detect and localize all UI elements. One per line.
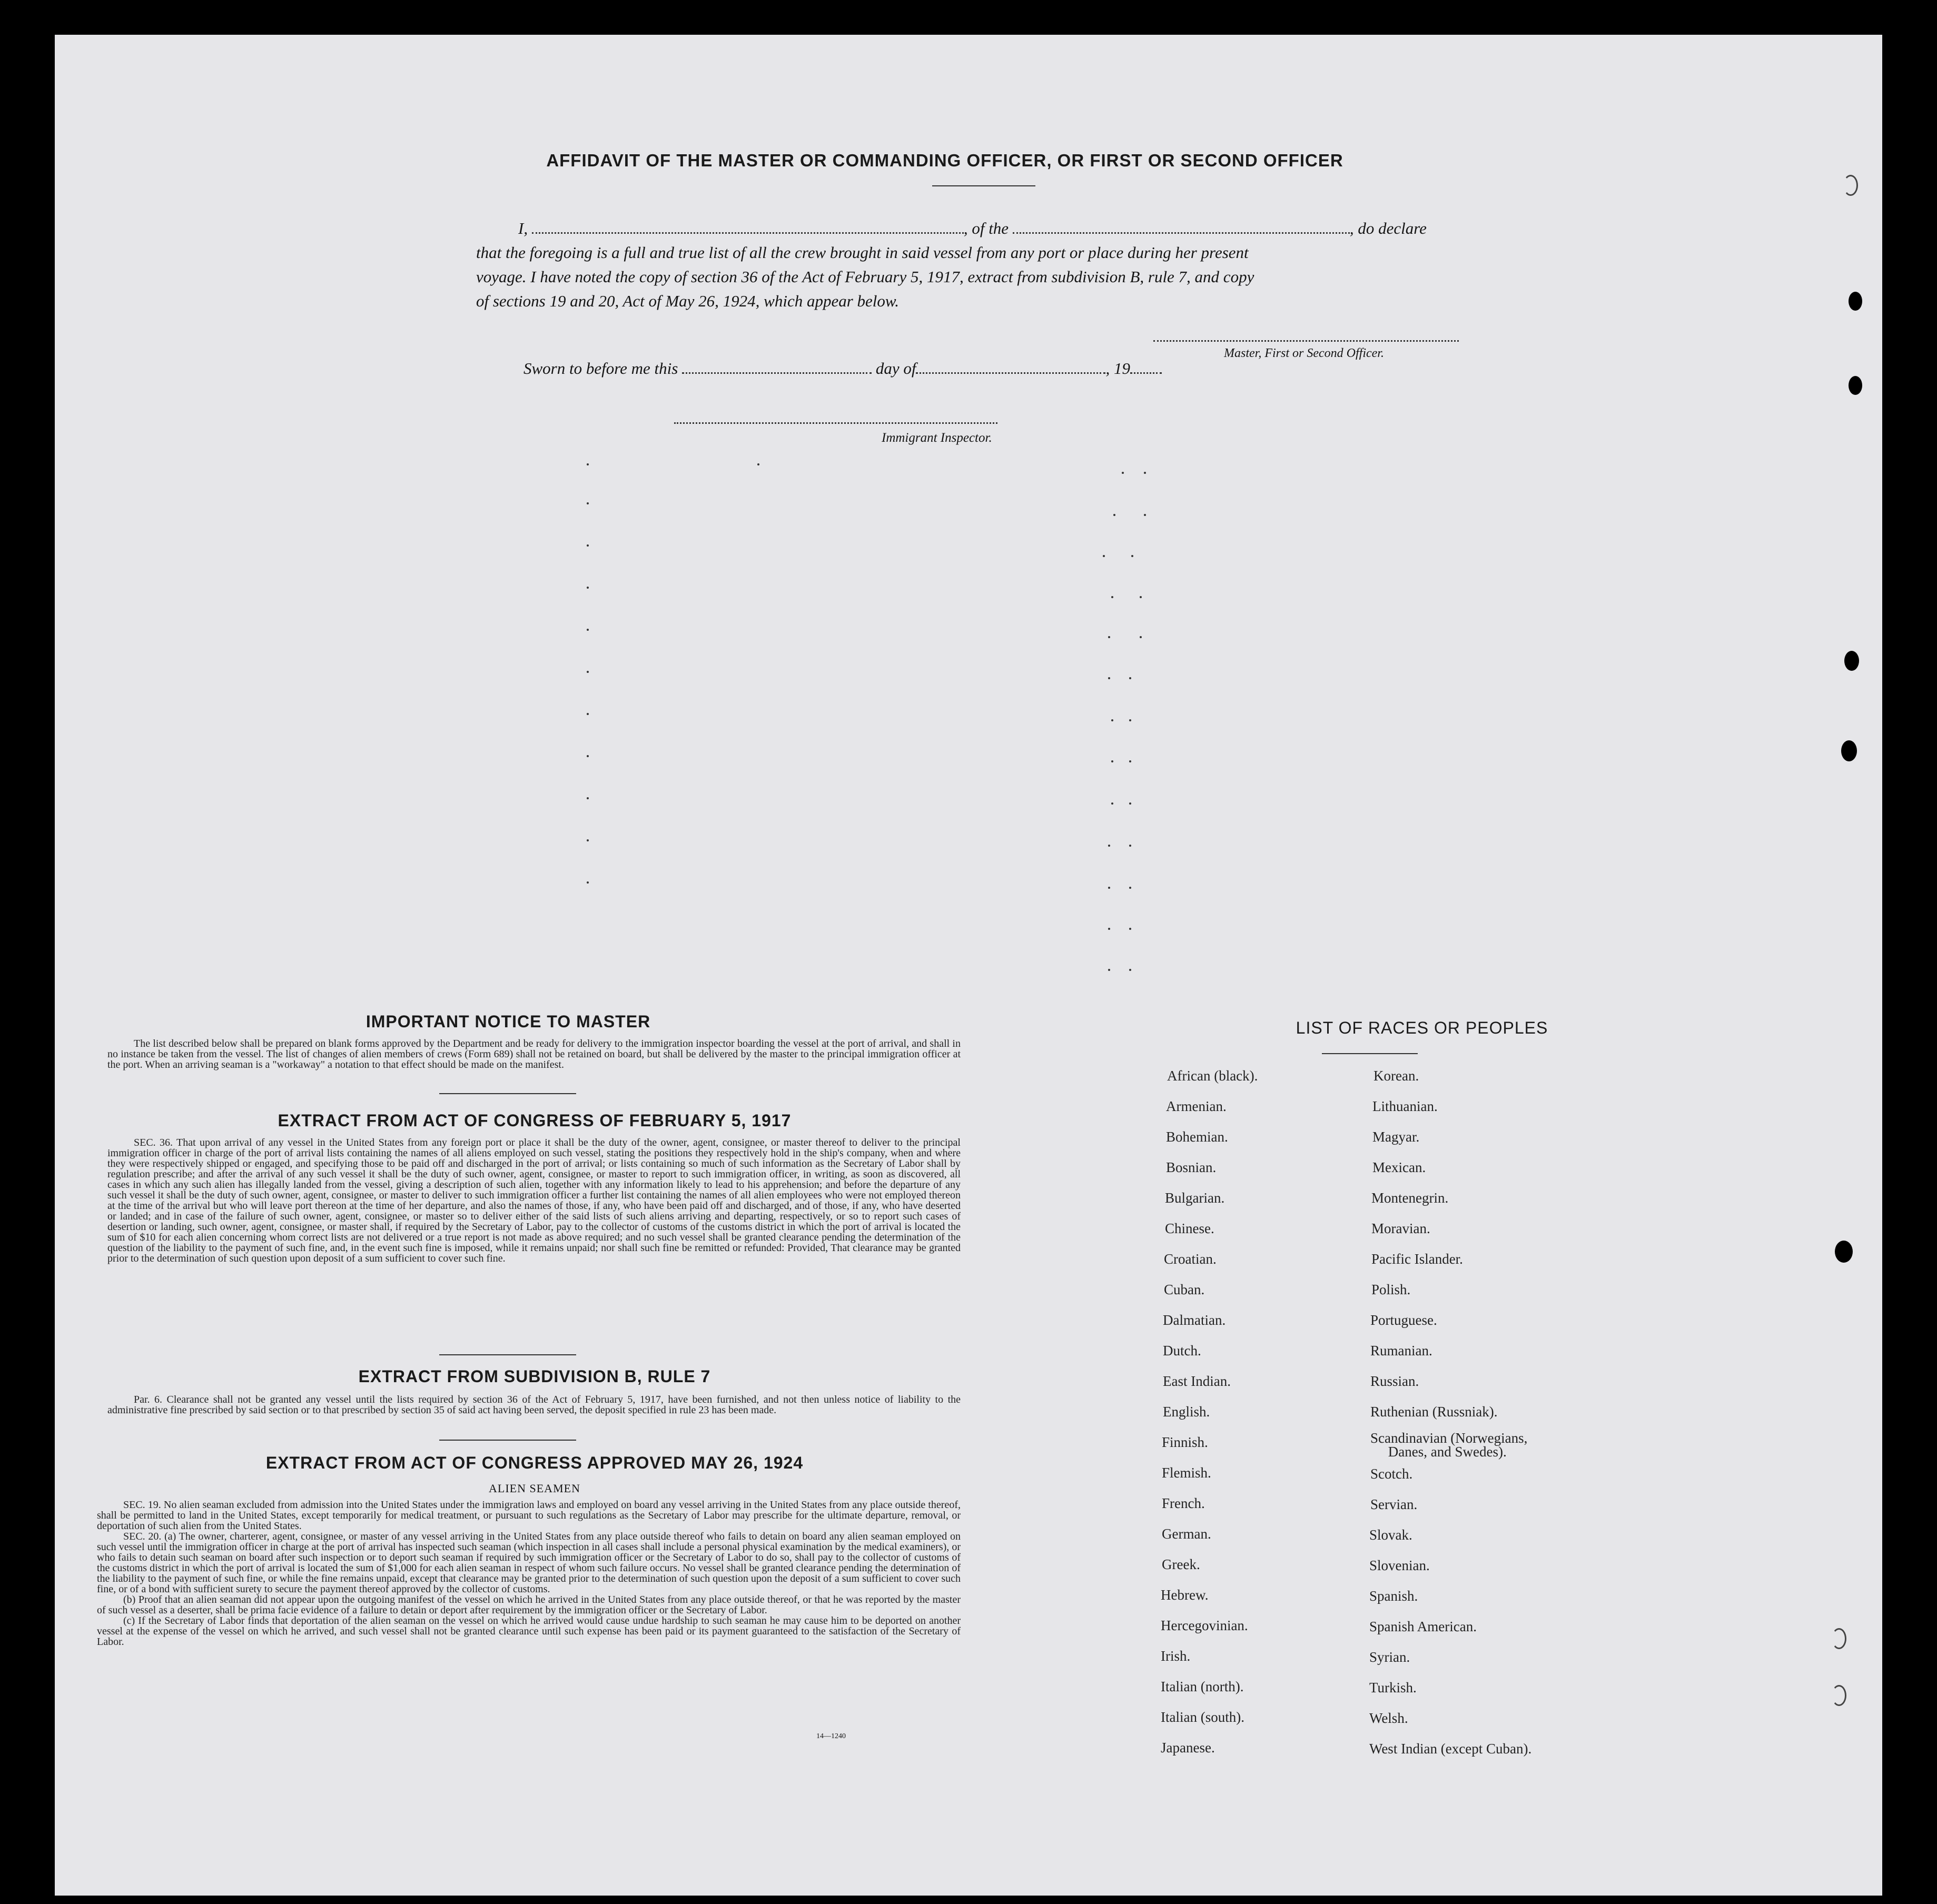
race-item: Bohemian. bbox=[1166, 1129, 1228, 1145]
race-item: Syrian. bbox=[1369, 1649, 1410, 1665]
master-signature-line[interactable] bbox=[1153, 340, 1459, 342]
race-item: African (black). bbox=[1167, 1068, 1258, 1084]
day-of-label: day of bbox=[875, 359, 916, 378]
sworn-day-field[interactable] bbox=[682, 361, 872, 374]
affidavit-line-1 bbox=[518, 219, 1550, 238]
race-item: Hebrew. bbox=[1161, 1587, 1209, 1603]
race-item: Bulgarian. bbox=[1165, 1190, 1225, 1206]
notice-paragraph: The list described below shall be prepared on blank forms approved by the Department and be ready for delivery to the immigration inspector boarding the vessel at the port of arrival, and shall in no instance be taken from the vessel. The list of changes of alien members of crews (Form 689) shall not be retained on board, but shall be delivered by the master to the principal immigration officer at the port. When an arriving seaman is a "workaway" a notation to that effect should be made on the manifest. bbox=[107, 1038, 961, 1070]
punch-hole bbox=[1832, 1685, 1846, 1706]
form-number: 14—1240 bbox=[816, 1732, 846, 1740]
inspector-signature-line[interactable] bbox=[674, 422, 997, 424]
race-item: French. bbox=[1162, 1495, 1205, 1511]
race-item: Slovenian. bbox=[1369, 1558, 1430, 1573]
race-item: Mexican. bbox=[1372, 1159, 1426, 1175]
affidavit-line-3: voyage. I have noted the copy of section 36 of the Act of February 5, 1917, extract from subdivision B, rule 7, and copy bbox=[476, 267, 1254, 286]
race-item: Japanese. bbox=[1161, 1740, 1215, 1756]
sec-36-paragraph: SEC. 36. That upon arrival of any vessel in the United States from any foreign port or place it shall be the duty of the owner, agent, consignee, or master thereof to deliver to the principal immigration officer in charge of the port of arrival lists containing the names of all aliens employed on such vessel, stating the positions they respectively hold in the ship's company, when and where they were respectively shipped or engaged, and specifying those to be paid off and discharged in the port of arrival; or lists containing so much of such information as the Secretary of Labor shall by regulation prescribe; and after the arrival of any such vessel it shall be the duty of such owner, agent, consignee, or master to report to such immigration officer, in writing, as soon as discovered, all cases in which any such alien has illegally landed from the vessel, giving a description of such alien, together with any information likely to lead to his apprehension; and before the departure of any such vessel it shall be the duty of such owner, agent, consignee, or master to deliver to such immigration officer a further list containing the names of all alien employees who were not employed thereon at the time of the arrival but who will leave port thereon at the time of her departure, and also the names of those, if any, who have been paid off and discharged, and of those, if any, who have deserted or landed; and in case of the failure of such owner, agent, consignee, or master so to deliver either of the said lists of such aliens arriving and departing, respectively, or so to report such cases of desertion or landing, such owner, agent, consignee, or master shall, if required by the Secretary of Labor, pay to the collector of customs of the customs district in which the port of arrival is located the sum of $10 for each alien concerning whom correct lists are not delivered or a true report is not made as above required; and no such vessel shall be granted clearance pending the determination of the question of the liability to the payment of such fine, and, in the event such fine is imposed, while it remains unpaid; nor shall such fine be remitted or refunded: Provided, That clearance may be granted prior to the determination of such question upon deposit of a sum sufficient to cover such fine. bbox=[107, 1137, 961, 1264]
punch-hole bbox=[1843, 175, 1858, 196]
race-item: Dutch. bbox=[1163, 1343, 1201, 1358]
extract-1924-body bbox=[97, 1500, 961, 1647]
race-item: Turkish. bbox=[1369, 1680, 1417, 1695]
race-item: German. bbox=[1162, 1526, 1211, 1542]
race-item: Moravian. bbox=[1371, 1221, 1430, 1236]
master-signature-label: Master, First or Second Officer. bbox=[1224, 346, 1384, 360]
race-item: Portuguese. bbox=[1370, 1312, 1437, 1328]
punch-hole bbox=[1841, 740, 1857, 761]
divider bbox=[439, 1440, 576, 1441]
race-item: Hercegovinian. bbox=[1161, 1618, 1248, 1633]
race-item: Spanish. bbox=[1369, 1588, 1418, 1604]
sworn-month-field[interactable] bbox=[916, 361, 1105, 374]
alien-seamen-subtitle: ALIEN SEAMEN bbox=[489, 1482, 580, 1495]
race-item: Pacific Islander. bbox=[1371, 1251, 1463, 1267]
par-6-paragraph: Par. 6. Clearance shall not be granted any vessel until the lists required by section 36 of the Act of February 5, 1917, have been furnished, and not then unless notice of liability to the administrative fine prescribed by said section or to that prescribed by section 35 of said act having been served, the deposit specified in rule 23 has been made. bbox=[107, 1394, 961, 1416]
race-item: Polish. bbox=[1371, 1282, 1411, 1297]
race-item: Italian (north). bbox=[1161, 1679, 1244, 1694]
punch-hole bbox=[1844, 651, 1859, 671]
notice-body bbox=[107, 1038, 961, 1070]
divider bbox=[439, 1093, 576, 1094]
punch-hole bbox=[1849, 292, 1862, 311]
race-item: Scandinavian (Norwegians, Danes, and Swedes). bbox=[1370, 1430, 1528, 1460]
race-item: Finnish. bbox=[1162, 1434, 1208, 1450]
notice-title: IMPORTANT NOTICE TO MASTER bbox=[365, 1012, 651, 1031]
race-item: Spanish American. bbox=[1369, 1619, 1477, 1634]
sec-20c-paragraph: (c) If the Secretary of Labor finds that deportation of the alien seaman on the vessel on which he arrived would cause undue hardship to such seaman he may cause him to be deported on another vessel at the expense of the vessel on which he arrived, and such vessel shall not be granted clearance until such expense has been paid or its payment guaranteed to the satisfaction of the Secretary of Labor. bbox=[97, 1615, 961, 1648]
rule-7-title: EXTRACT FROM SUBDIVISION B, RULE 7 bbox=[358, 1367, 711, 1386]
divider bbox=[439, 1354, 576, 1355]
race-item: Croatian. bbox=[1164, 1251, 1217, 1267]
race-item: Cuban. bbox=[1164, 1282, 1205, 1297]
race-item: West Indian (except Cuban). bbox=[1369, 1741, 1532, 1757]
race-item: Bosnian. bbox=[1166, 1159, 1217, 1175]
race-item: Greek. bbox=[1162, 1556, 1200, 1572]
sworn-year-field[interactable] bbox=[1130, 361, 1162, 374]
extract-1924-title: EXTRACT FROM ACT OF CONGRESS APPROVED MAY 26, 1924 bbox=[265, 1453, 804, 1472]
rule-7-body bbox=[107, 1394, 961, 1415]
punch-hole bbox=[1835, 1241, 1853, 1263]
sec-20a-paragraph: SEC. 20. (a) The owner, charterer, agent, consignee, or master of any vessel arriving in the United States from any place outside thereof who fails to detain on board any alien seaman employed on such vessel until the immigration officer in charge at the port of arrival has inspected such seaman (which inspection in all cases shall include a personal physical examination by the medical examiners), or who fails to detain such seaman on board after such inspection or to deport such seaman if required by such immigration officer or the Secretary of Labor to do so, shall pay to the collector of customs of the customs district in which the port of arrival is located the sum of $1,000 for each alien seaman in respect of whom such failure occurs. No vessel shall be granted clearance pending the determination of the liability to the payment of such fine, or while the fine remains unpaid, except that clearance may be granted prior to the determination of such question upon the deposit of a sum sufficient to cover such fine, or of a bond with sufficient surety to secure the payment thereof approved by the collector of customs. bbox=[97, 1531, 961, 1595]
year-prefix: , 19 bbox=[1105, 359, 1130, 378]
affidavit-title: AFFIDAVIT OF THE MASTER OR COMMANDING OFFICER, OR FIRST OR SECOND OFFICER bbox=[546, 151, 1343, 170]
race-item: Flemish. bbox=[1162, 1465, 1211, 1481]
race-item: Welsh. bbox=[1369, 1710, 1408, 1726]
punch-hole bbox=[1832, 1628, 1846, 1649]
race-item: Montenegrin. bbox=[1371, 1190, 1449, 1206]
race-item: Magyar. bbox=[1372, 1129, 1420, 1145]
race-item: Irish. bbox=[1161, 1648, 1191, 1664]
extract-1917-title: EXTRACT FROM ACT OF CONGRESS OF FEBRUARY 5, 1917 bbox=[278, 1111, 792, 1130]
master-name-field[interactable] bbox=[532, 221, 964, 234]
affidavit-line-4: of sections 19 and 20, Act of May 26, 1924, which appear below. bbox=[476, 292, 900, 310]
inspector-label: Immigrant Inspector. bbox=[882, 431, 992, 445]
of-the-label: , of the bbox=[963, 219, 1009, 237]
divider bbox=[932, 185, 1035, 186]
divider bbox=[1322, 1053, 1418, 1054]
race-item: Slovak. bbox=[1369, 1527, 1412, 1543]
race-item: Korean. bbox=[1373, 1068, 1419, 1084]
race-item: Servian. bbox=[1370, 1496, 1418, 1512]
do-declare-label: , do declare bbox=[1349, 219, 1427, 237]
i-label: I, bbox=[518, 219, 528, 237]
race-item: Lithuanian. bbox=[1372, 1098, 1438, 1114]
document-sheet bbox=[55, 35, 1882, 1896]
sworn-label: Sworn to before me this bbox=[523, 359, 678, 378]
race-item: Chinese. bbox=[1165, 1221, 1214, 1236]
race-item: Ruthenian (Russniak). bbox=[1370, 1404, 1498, 1420]
race-item: Italian (south). bbox=[1161, 1709, 1244, 1725]
punch-hole bbox=[1849, 376, 1862, 395]
sec-19-paragraph: SEC. 19. No alien seaman excluded from admission into the United States under the immigration laws and employed on board any vessel arriving in the United States from any place outside thereof, shall be permitted to land in the United States, except temporarily for medical treatment, or pursuant to such regulations as the Secretary of Labor may prescribe for the ultimate departure, removal, or deportation of such alien from the United States. bbox=[97, 1499, 961, 1532]
races-title: LIST OF RACES OR PEOPLES bbox=[1296, 1018, 1548, 1037]
race-item: Scotch. bbox=[1370, 1466, 1413, 1482]
race-item: East Indian. bbox=[1163, 1373, 1231, 1389]
race-item: English. bbox=[1163, 1404, 1210, 1420]
race-item: Rumanian. bbox=[1370, 1343, 1432, 1358]
affidavit-line-2: that the foregoing is a full and true list of all the crew brought in said vessel from any port or place during her present bbox=[476, 243, 1249, 262]
sec-20b-paragraph: (b) Proof that an alien seaman did not appear upon the outgoing manifest of the vessel on which he arrived in the United States from any place outside thereof, or that he was reported by the master of such vessel as a deserter, shall be prima facie evidence of a failure to detain or deport after requirement by the immigration officer or the Secretary of Labor. bbox=[97, 1594, 961, 1616]
race-item: Russian. bbox=[1370, 1373, 1419, 1389]
sworn-line bbox=[523, 359, 1313, 378]
vessel-name-field[interactable] bbox=[1013, 221, 1350, 234]
race-item: Armenian. bbox=[1166, 1098, 1227, 1114]
race-item: Dalmatian. bbox=[1163, 1312, 1226, 1328]
extract-1917-body bbox=[107, 1137, 961, 1264]
